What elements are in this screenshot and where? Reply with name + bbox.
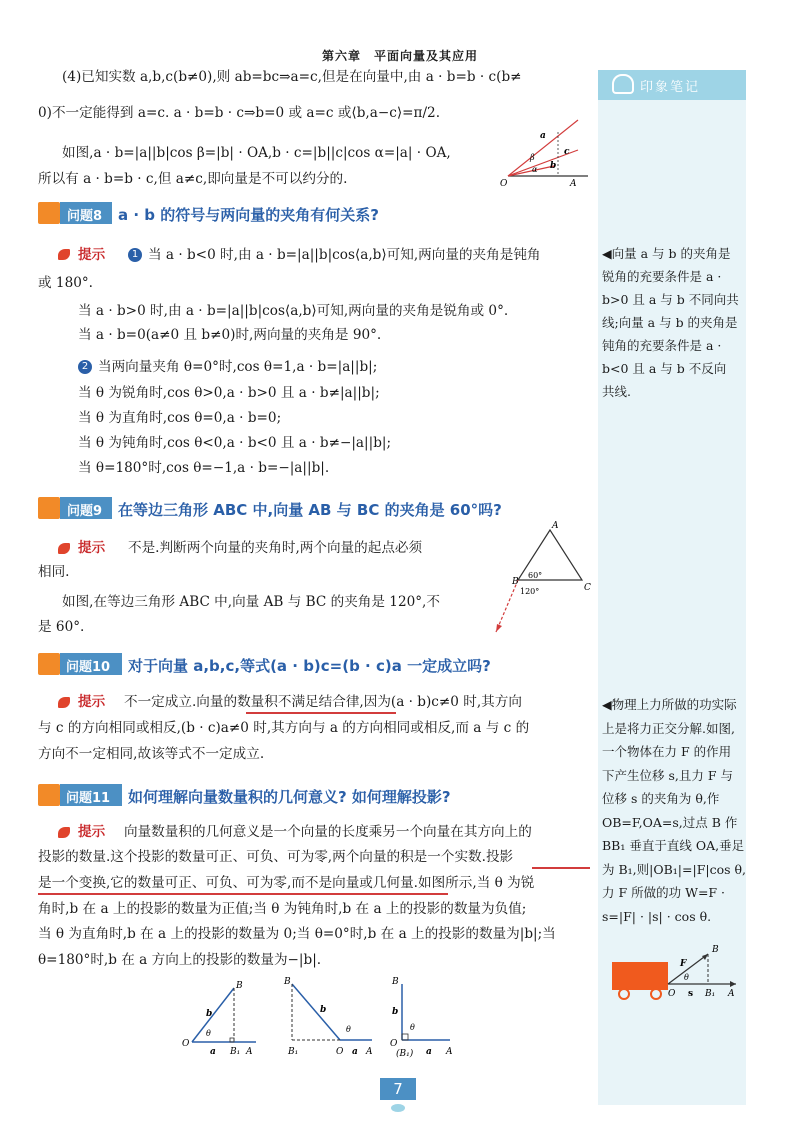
question-8-label: 问题8 (67, 209, 103, 224)
sidebar-note-2-line: BB₁ 垂直于直线 OA,垂足 (602, 838, 745, 853)
q8-line: 或 180°. (38, 275, 93, 291)
projection-right-figure (388, 974, 468, 1058)
question-11-label: 问题11 (66, 791, 111, 806)
label-b: b (392, 1007, 399, 1017)
chapter-header: 第六章 平面向量及其应用 (321, 49, 478, 63)
q11-line: θ=180°时,b 在 a 方向上的投影的数量为−|b|. (38, 952, 322, 968)
label-O: O (182, 1039, 190, 1049)
question-11-title: 如何理解向量数量积的几何意义? 如何理解投影? (128, 788, 451, 806)
q9-line: 相同. (38, 564, 70, 580)
sidebar-note-2-line: 一个物体在力 F 的作用 (602, 744, 732, 759)
intro-line-3: 如图,a · b=|a||b|cos β=|b| · OA,b · c=|b||c|cos α=|a| · OA, (62, 145, 451, 161)
label-O: O (500, 179, 508, 189)
red-underline (38, 893, 448, 895)
book-icon (38, 784, 60, 806)
label-B: B (236, 981, 243, 991)
leaf-icon (58, 543, 70, 554)
book-icon (38, 497, 60, 519)
label-beta: β (530, 153, 535, 162)
book-icon (38, 653, 60, 675)
sidebar-note-1-line: 钝角的充要条件是 a · (602, 338, 722, 353)
q8-line: 当 a · b=0(a≠0 且 b≠0)时,两向量的夹角是 90°. (78, 327, 382, 343)
label-B: B (392, 977, 399, 987)
q8-line: 当 θ 为钝角时,cos θ<0,a · b<0 且 a · b≠−|a||b|; (78, 435, 392, 451)
number-marker-1: 1 (128, 248, 142, 262)
book-icon (38, 202, 60, 224)
label-O: O (668, 989, 676, 999)
intro-line-1: (4)已知实数 a,b,c(b≠0),则 ab=bc⇒a=c,但是在向量中,由 a · b=b · c(b≠ (62, 69, 522, 85)
question-8-title: a · b 的符号与两向量的夹角有何关系? (118, 206, 379, 224)
sidebar-note-1-line: 锐角的充要条件是 a · (602, 269, 722, 284)
sidebar-note-2-line: OB=F,OA=s,过点 B 作 (602, 814, 738, 830)
vector-b (292, 984, 340, 1040)
red-underline (532, 867, 590, 869)
label-120: 120° (520, 587, 540, 596)
sidebar-note-2-line: 力 F 所做的功 W=F · (602, 885, 726, 900)
sidebar-note-2-line: 上是将力正交分解.如图, (602, 720, 735, 736)
label-A: A (570, 179, 577, 189)
sidebar-title: 印象笔记 (640, 80, 701, 95)
q11-line: 角时,b 在 a 上的投影的数量为正值;当 θ 为钝角时,b 在 a 上的投影的数量为负值; (38, 901, 527, 917)
cart-wheel (651, 989, 661, 999)
sidebar-note-2-line: 为 B₁,则|OB₁|=|F|cos θ, (602, 861, 746, 877)
projection-obtuse-figure (280, 974, 376, 1058)
label-A: A (246, 1047, 253, 1057)
label-s: s (688, 989, 694, 999)
q10-line: 不一定成立.向量的数量积不满足结合律,因为(a · b)c≠0 时,其方向 (124, 694, 522, 710)
sidebar-note-1-line: 共线. (602, 384, 631, 399)
q8-line: 当 θ 为锐角时,cos θ>0,a · b>0 且 a · b≠|a||b|; (78, 385, 380, 401)
question-9-label: 问题9 (67, 504, 103, 519)
number-marker-2: 2 (78, 360, 92, 374)
arrowhead (730, 981, 736, 987)
bird-icon (391, 1104, 405, 1112)
label-theta: θ (410, 1023, 415, 1032)
label-alpha: α (532, 165, 538, 174)
question-9-title: 在等边三角形 ABC 中,向量 AB 与 BC 的夹角是 60°吗? (118, 501, 502, 519)
sidebar-note-2 (602, 693, 746, 928)
hint-9-label: 提示 (78, 540, 106, 556)
label-b: b (320, 1005, 327, 1015)
projection-acute-figure (180, 976, 266, 1058)
label-C: C (584, 583, 591, 593)
sidebar-note-1-line: b<0 且 a 与 b 不反向 (602, 361, 727, 376)
question-10-title: 对于向量 a,b,c,等式(a · b)c=(b · c)a 一定成立吗? (128, 657, 491, 675)
page-number: 7 (380, 1078, 416, 1100)
triangle-figure (490, 518, 598, 640)
leaf-icon (58, 249, 70, 260)
elephant-icon (612, 74, 634, 94)
hint-11-label: 提示 (78, 824, 106, 840)
q8-line: 当 θ=180°时,cos θ=−1,a · b=−|a||b|. (78, 460, 330, 476)
label-F: F (680, 959, 687, 969)
question-10-label: 问题10 (66, 660, 111, 675)
label-b: b (206, 1009, 213, 1019)
right-angle-mark (402, 1034, 408, 1040)
label-A: A (552, 521, 559, 531)
label-60: 60° (528, 571, 543, 580)
label-B: B (284, 977, 291, 987)
q11-line: 向量数量积的几何意义是一个向量的长度乘另一个向量在其方向上的 (124, 824, 532, 840)
sidebar-note-2-line: s=|F| · |s| · cos θ. (602, 908, 712, 924)
q9-line: 是 60°. (38, 619, 85, 635)
q11-line: 投影的数量.这个投影的数量可正、可负、可为零,两个向量的积是一个实数.投影 (38, 849, 514, 865)
intro-line-2: 0)不一定能得到 a=c. a · b=b · c⇒b=0 或 a=c 或⟨b,a−c⟩=π/2. (38, 105, 441, 121)
label-A: A (446, 1047, 453, 1057)
sidebar-note-1 (602, 242, 739, 403)
label-B1: B₁ (288, 1047, 299, 1057)
sidebar-note-2-line: 位移 s 的夹角为 θ,作 (602, 791, 720, 806)
label-a: a (426, 1047, 432, 1057)
q8-line: 当两向量夹角 θ=0°时,cos θ=1,a · b=|a||b|; (98, 359, 378, 375)
red-underline (246, 712, 396, 714)
cart-wheel (619, 989, 629, 999)
sidebar-note-1-line: b>0 且 a 与 b 不同向共 (602, 292, 739, 307)
label-B1: B₁ (230, 1047, 241, 1057)
vector-b (192, 988, 234, 1042)
intro-line-4: 所以有 a · b=b · c,但 a≠c,即向量是不可以约分的. (38, 171, 348, 187)
label-a: a (540, 131, 546, 141)
label-theta: θ (684, 973, 689, 982)
q11-line: 是一个变换,它的数量可正、可负、可为零,而不是向量或几何量.如图所示,当 θ 为锐 (38, 875, 535, 891)
sidebar-note-1-line: ◀向量 a 与 b 的夹角是 (602, 246, 731, 261)
sidebar-note-2-line: ◀物理上力所做的功实际 (602, 697, 737, 712)
q9-line: 不是.判断两个向量的夹角时,两个向量的起点必须 (128, 540, 423, 556)
q11-line: 当 θ 为直角时,b 在 a 上的投影的数量为 0;当 θ=0°时,b 在 a 上的投影的数量为|b|;当 (38, 926, 556, 942)
sidebar-note-2-line: 下产生位移 s,且力 F 与 (602, 767, 733, 783)
leaf-icon (58, 827, 70, 838)
extension-line (496, 580, 518, 632)
label-a: a (352, 1047, 358, 1057)
sidebar-note-1-line: 线;向量 a 与 b 的夹角是 (602, 315, 738, 330)
label-c: c (564, 147, 570, 157)
label-O: O (336, 1047, 344, 1057)
arrowhead (496, 624, 502, 632)
label-B: B (712, 945, 719, 955)
hint-10-label: 提示 (78, 694, 106, 710)
leaf-icon (58, 697, 70, 708)
label-B: B (512, 577, 519, 587)
q8-line: 当 θ 为直角时,cos θ=0,a · b=0; (78, 410, 282, 426)
q9-line: 如图,在等边三角形 ABC 中,向量 AB 与 BC 的夹角是 120°,不 (62, 594, 440, 610)
label-A: A (366, 1047, 373, 1057)
label-theta: θ (346, 1025, 351, 1034)
label-a: a (210, 1047, 216, 1057)
vector-cancel-figure (500, 114, 596, 192)
work-force-figure (604, 940, 744, 1002)
cart-body (612, 962, 668, 990)
label-B1: (B₁) (396, 1049, 414, 1058)
arrowhead (702, 954, 708, 960)
label-O: O (390, 1039, 398, 1049)
label-b: b (550, 161, 557, 171)
q8-line: 当 a · b<0 时,由 a · b=|a||b|cos⟨a,b⟩可知,两向量的夹角是钝角 (148, 247, 541, 263)
q10-line: 与 c 的方向相同或相反,(b · c)a≠0 时,其方向与 a 的方向相同或相反,而 a 与 c 的 (38, 720, 530, 736)
label-theta: θ (206, 1029, 211, 1038)
q10-line: 方向不一定相同,故该等式不一定成立. (38, 746, 265, 762)
label-B1: B₁ (705, 989, 716, 999)
label-A: A (728, 989, 735, 999)
hint-8-label: 提示 (78, 247, 106, 263)
q8-line: 当 a · b>0 时,由 a · b=|a||b|cos⟨a,b⟩可知,两向量的夹角是锐角或 0°. (78, 303, 509, 319)
